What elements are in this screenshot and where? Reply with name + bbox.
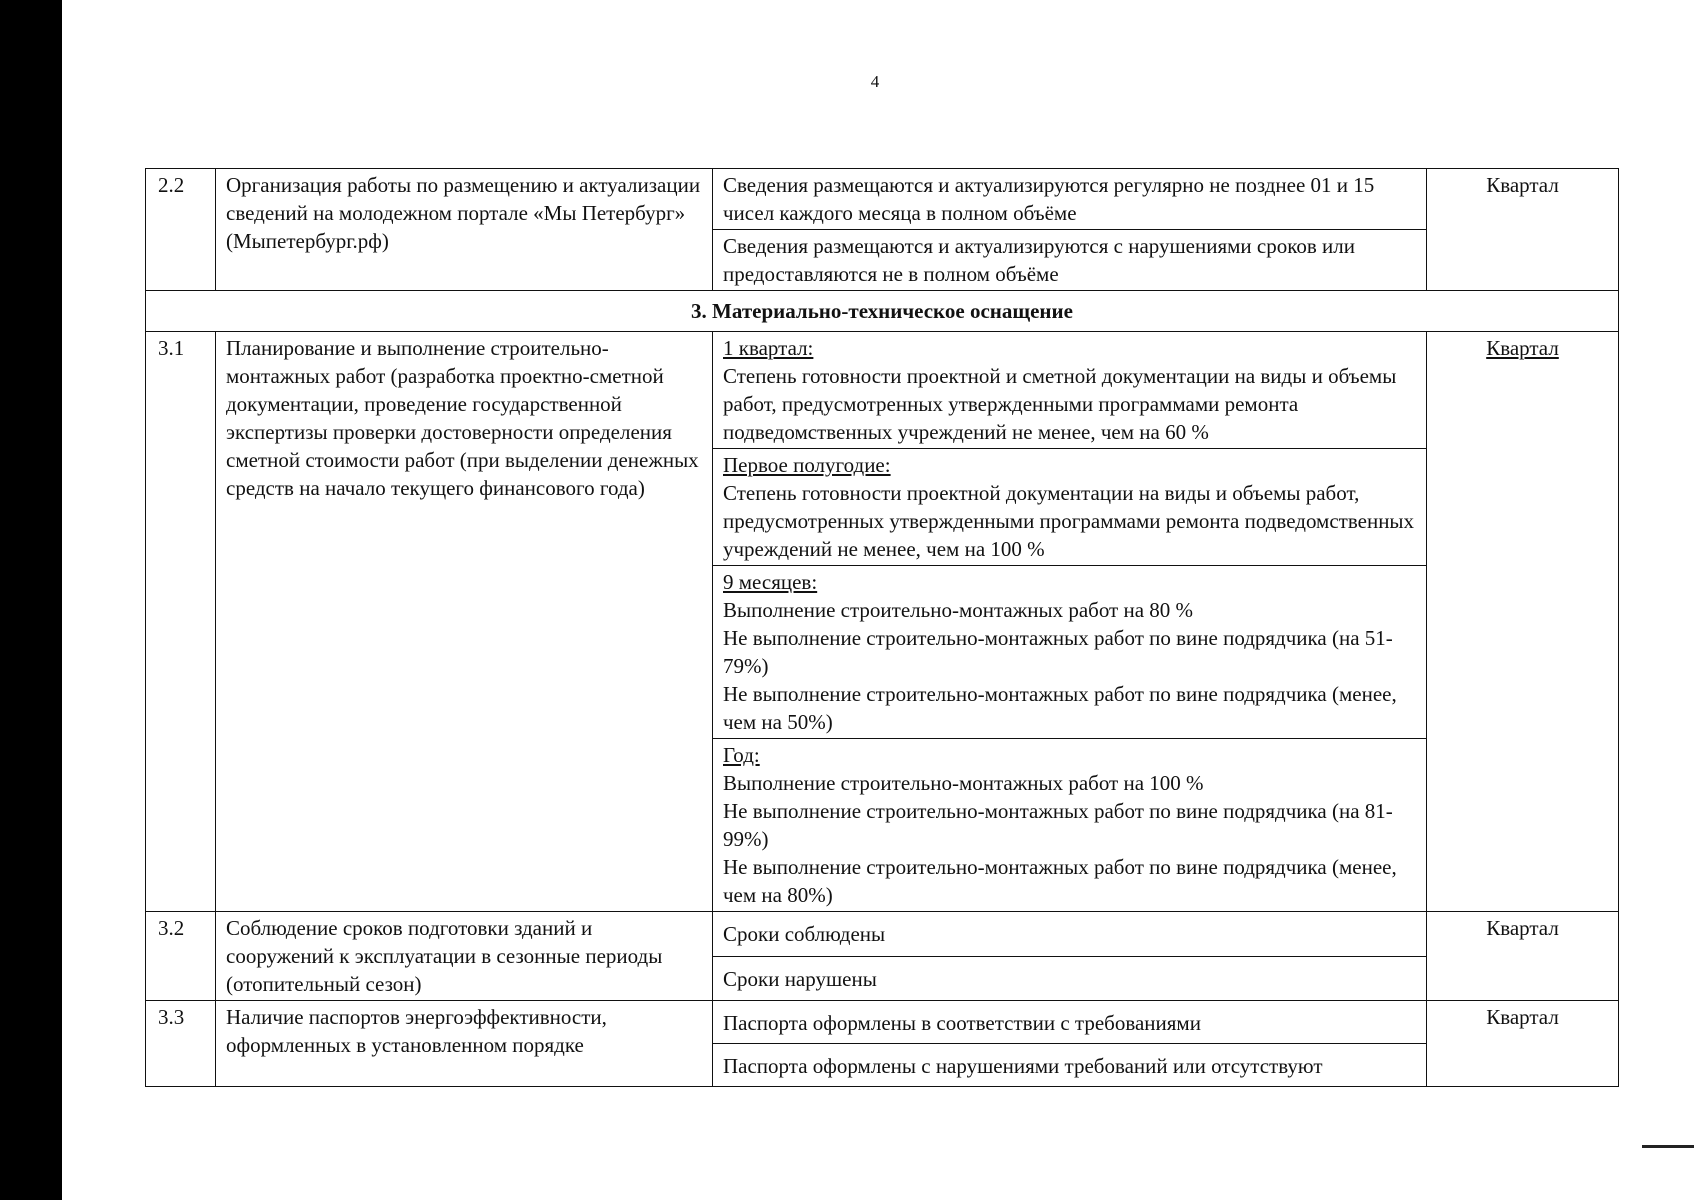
criterion-cell: Паспорта оформлены с нарушениями требований или отсутствуют: [713, 1044, 1427, 1087]
section-title: 3. Материально-техническое оснащение: [146, 291, 1619, 332]
table-row-2-2: [146, 169, 1619, 230]
criterion-cell: Сроки нарушены: [713, 956, 1427, 1001]
row-number: 2.2: [146, 169, 216, 291]
row-name: Наличие паспортов энергоэффективности, оформленных в установленном порядке: [216, 1001, 713, 1087]
criterion-cell: [713, 566, 1427, 739]
period-text: Квартал: [1486, 336, 1559, 360]
criterion-text: Сведения размещаются и актуализируются с нарушениями сроков или предоставляются не в полном объёме: [723, 234, 1355, 286]
criterion-text: Степень готовности проектной и сметной документации на виды и объемы работ, предусмотренных утвержденными программами ремонта подведомственных учреждений не менее, чем на 60 %: [723, 364, 1397, 444]
period-cell: Квартал: [1427, 912, 1619, 1001]
criterion-cell: [713, 449, 1427, 566]
table-row-3-1: [146, 332, 1619, 449]
criterion-cell: [713, 332, 1427, 449]
criterion-text: Выполнение строительно-монтажных работ на 100 %: [723, 771, 1204, 795]
criterion-period-header: Год:: [723, 743, 760, 767]
criterion-text: Сведения размещаются и актуализируются регулярно не позднее 01 и 15 чисел каждого месяца в полном объёме: [723, 173, 1375, 225]
criterion-cell: Сроки соблюдены: [713, 912, 1427, 957]
row-name: Организация работы по размещению и актуализации сведений на молодежном портале «Мы Петербург» (Мыпетербург.рф): [216, 169, 713, 291]
row-name: Соблюдение сроков подготовки зданий и сооружений к эксплуатации в сезонные периоды (отопительный сезон): [216, 912, 713, 1001]
criterion-text: Степень готовности проектной документации на виды и объемы работ, предусмотренных утвержденными программами ремонта подведомственных учреждений не менее, чем на 100 %: [723, 481, 1415, 561]
criterion-cell: [713, 230, 1427, 291]
criterion-text: Не выполнение строительно-монтажных работ по вине подрядчика (менее, чем на 80%): [723, 855, 1397, 907]
criterion-text: Выполнение строительно-монтажных работ на 80 %: [723, 598, 1194, 622]
row-number: 3.3: [146, 1001, 216, 1087]
criteria-table: [145, 168, 1619, 1087]
row-number: 3.2: [146, 912, 216, 1001]
criterion-text: Не выполнение строительно-монтажных работ по вине подрядчика (на 51-79%): [723, 626, 1393, 678]
criterion-cell: [713, 739, 1427, 912]
scan-black-edge: [0, 0, 62, 1200]
section-heading-row: [146, 291, 1619, 332]
criterion-text: Не выполнение строительно-монтажных работ по вине подрядчика (менее, чем на 50%): [723, 682, 1397, 734]
criterion-period-header: 1 квартал:: [723, 336, 814, 360]
row-number: 3.1: [146, 332, 216, 912]
criterion-period-header: 9 месяцев:: [723, 570, 818, 594]
criterion-text: Не выполнение строительно-монтажных работ по вине подрядчика (на 81-99%): [723, 799, 1393, 851]
criterion-cell: [713, 169, 1427, 230]
table-row-3-3: [146, 1001, 1619, 1044]
page-number: 4: [870, 72, 880, 91]
criterion-cell: Паспорта оформлены в соответствии с требованиями: [713, 1001, 1427, 1044]
row-name: Планирование и выполнение строительно-монтажных работ (разработка проектно-сметной документации, проведение государственной экспертизы проверки достоверности определения сметной стоимости работ (при выделении денежных средств на начало текущего финансового года): [216, 332, 713, 912]
period-cell: Квартал: [1427, 1001, 1619, 1087]
period-cell: [1427, 332, 1619, 912]
criterion-period-header: Первое полугодие:: [723, 453, 891, 477]
scan-corner-mark: [1642, 1145, 1694, 1148]
table-row-3-2: [146, 912, 1619, 957]
period-cell: Квартал: [1427, 169, 1619, 291]
